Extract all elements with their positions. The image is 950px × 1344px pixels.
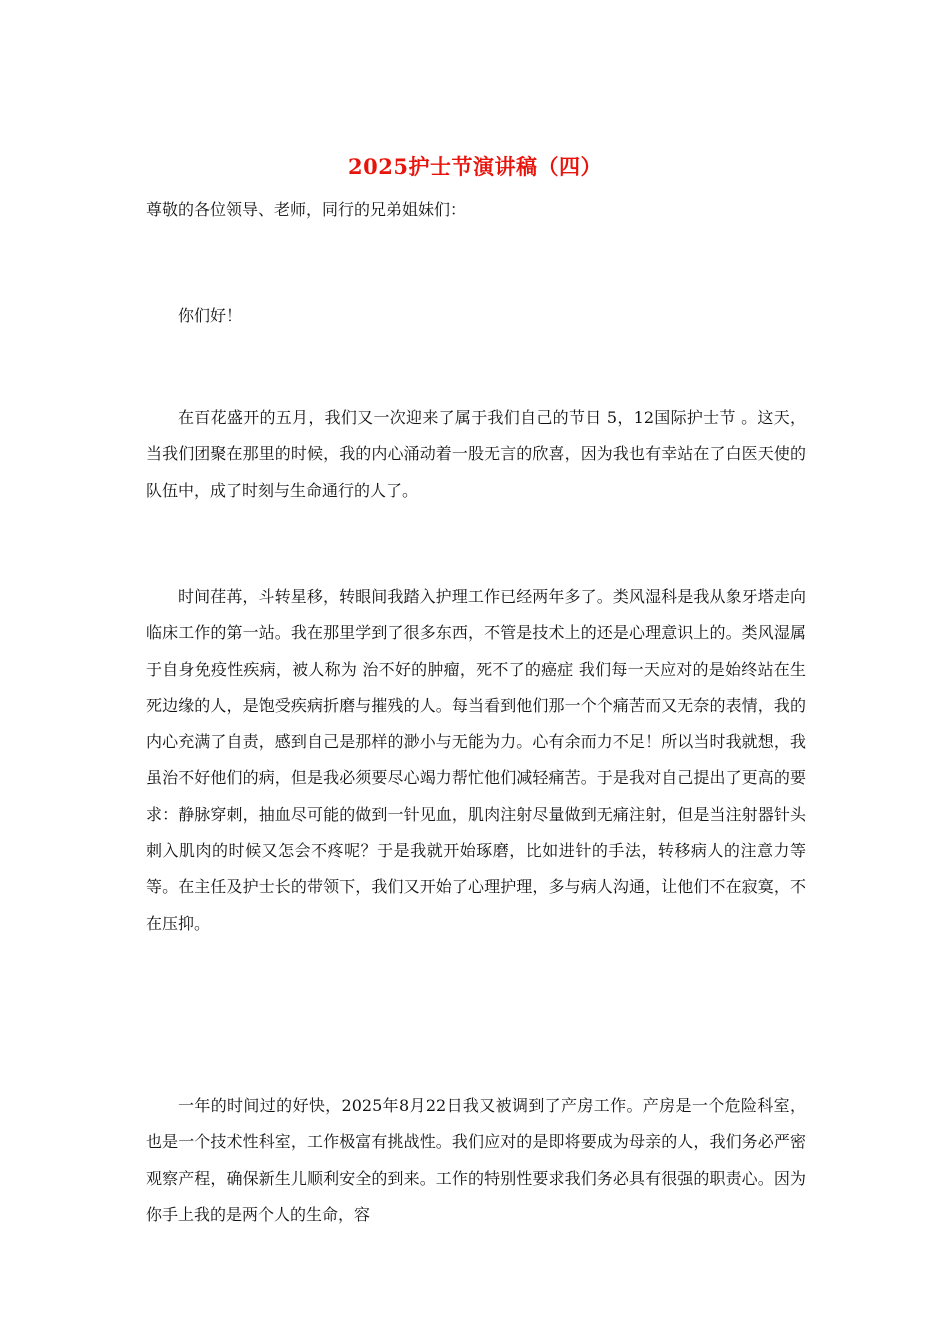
document-title: 2025护士节演讲稿（四）: [348, 154, 602, 179]
paragraph-nurses-day: 在百花盛开的五月，我们又一次迎来了属于我们自己的节日 5，12国际护士节 。这天，当我们团聚在那里的时候，我的内心涌动着一股无言的欣喜，因为我也有幸站在了白医天使的队伍中，成了时刻与生命通行的人了。: [146, 408, 806, 500]
paragraph-delivery-room: 一年的时间过的好快，2025年8月22日我又被调到了产房工作。产房是一个危险科室，也是一个技术性科室，工作极富有挑战性。我们应对的是即将要成为母亲的人，我们务必严密观察产程，确保新生儿顺利安全的到来。工作的特别性要求我们务必具有很强的职责心。因为你手上我的是两个人的生命，容: [146, 1096, 806, 1224]
paragraph-rheumatology: 时间荏苒，斗转星移，转眼间我踏入护理工作已经两年多了。类风湿科是我从象牙塔走向临床工作的第一站。我在那里学到了很多东西，不管是技术上的还是心理意识上的。类风湿属于自身免疫性疾病，被人称为 治不好的肿瘤，死不了的癌症 我们每一天应对的是始终站在生死边缘的人，是饱受疾病折磨与摧残的人。每当看到他们那一个个痛苦而又无奈的表情，我的内心充满了自责，感到自己是那样的渺小与无能为力。心有余而力不足！所以当时我就想，我虽治不好他们的病，但是我必须要尽心竭力帮忙他们减轻痛苦。于是我对自己提出了更高的要求：静脉穿刺，抽血尽可能的做到一针见血，肌肉注射尽量做到无痛注射，但是当注射器针头刺入肌肉的时候又怎会不疼呢？于是我就开始琢磨，比如进针的手法，转移病人的注意力等等。在主任及护士长的带领下，我们又开始了心理护理，多与病人沟通，让他们不在寂寞，不在压抑。: [146, 587, 806, 933]
salutation: 尊敬的各位领导、老师，同行的兄弟姐妹们：: [146, 200, 467, 219]
paragraph-greeting: 你们好！: [178, 306, 243, 325]
